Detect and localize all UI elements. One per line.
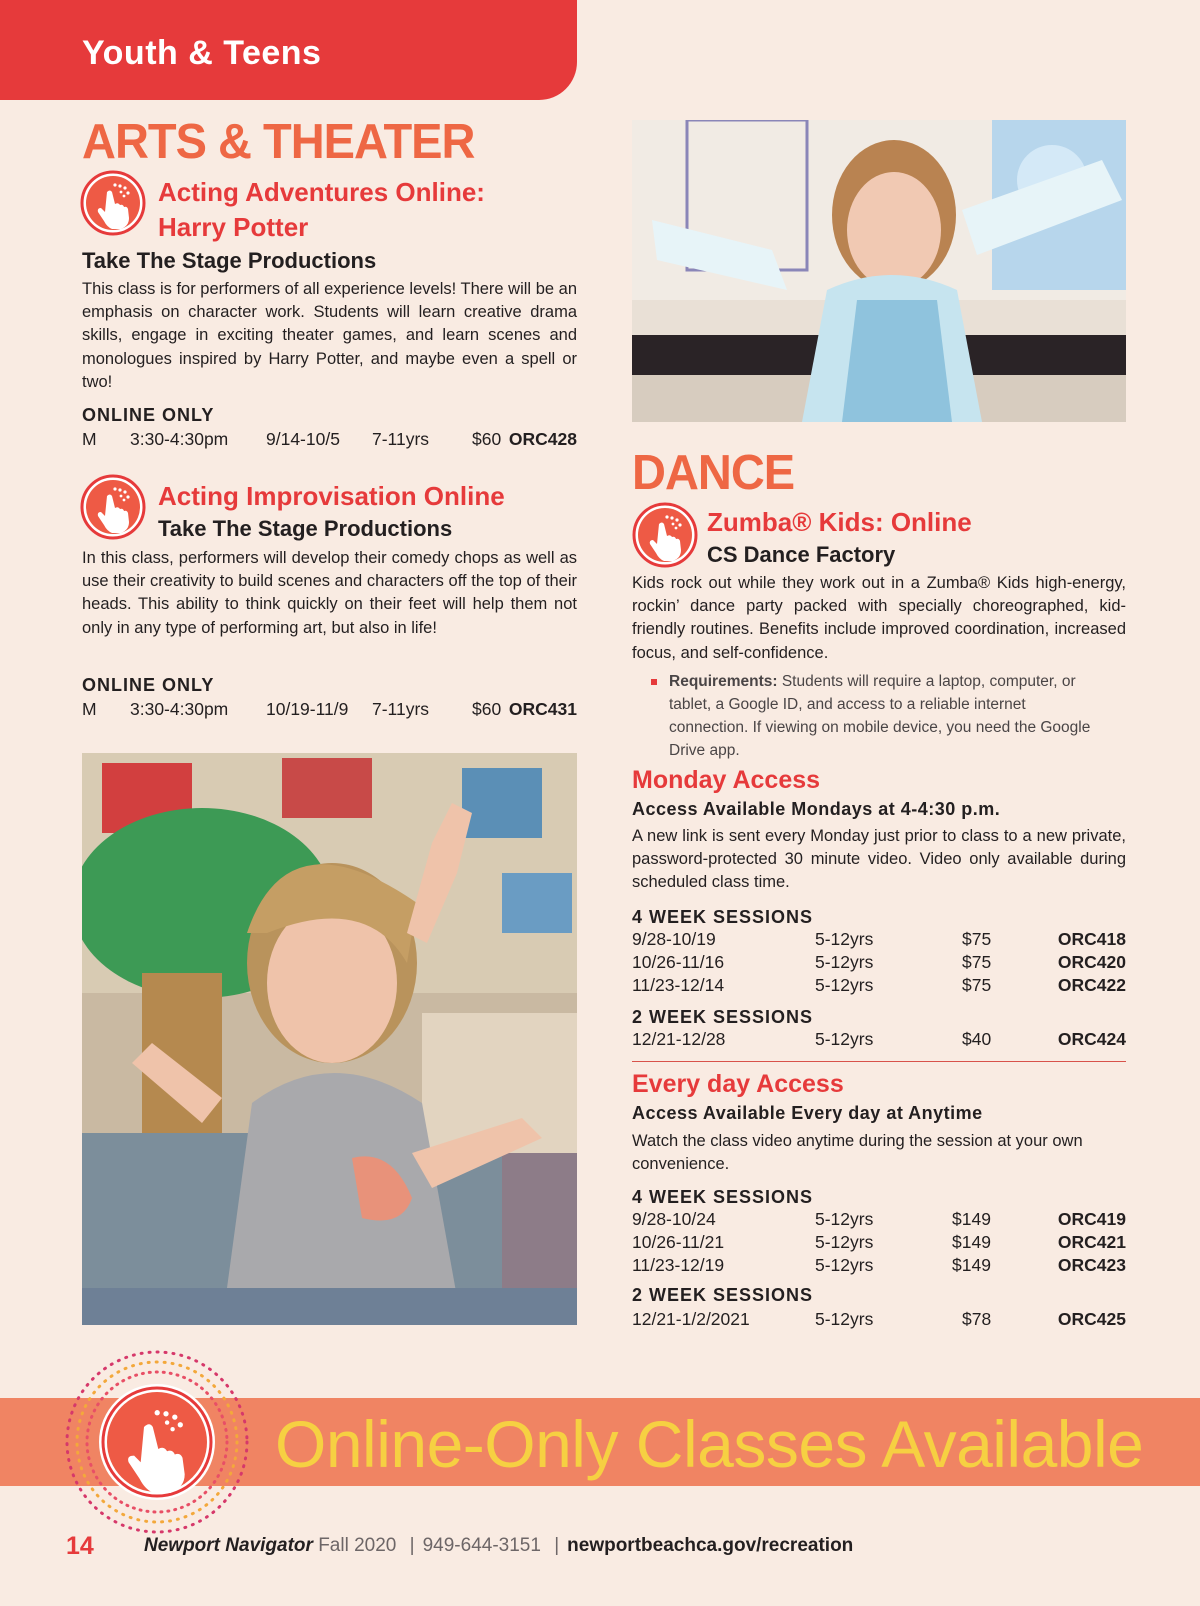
schedule-dates: 10/19-11/9 bbox=[266, 699, 349, 719]
session-price: $40 bbox=[962, 1029, 992, 1049]
online-class-icon bbox=[80, 474, 146, 540]
publication-season: Fall 2020 bbox=[312, 1535, 397, 1556]
two-week-label: 2 WEEK SESSIONS bbox=[632, 1285, 814, 1305]
session-ages: 5-12yrs bbox=[815, 1029, 874, 1049]
session-code: ORC425 bbox=[1057, 1309, 1126, 1329]
course-title: Acting Improvisation Online bbox=[158, 481, 505, 511]
monday-access-subtitle: Access Available Mondays at 4-4:30 p.m. bbox=[632, 799, 1001, 819]
session-ages: 5-12yrs bbox=[815, 929, 874, 949]
session-dates: 10/26-11/21 bbox=[632, 1232, 725, 1252]
course-description: This class is for performers of all experience levels! There will be an emphasis on character work. Students will learn creative drama skills, engage in exciting theater games, and learn scenes and monologues inspired by Harry Potter, and maybe even a spell or two! bbox=[82, 280, 577, 391]
everyday-access-subtitle: Access Available Every day at Anytime bbox=[632, 1103, 983, 1123]
session-row bbox=[632, 952, 1126, 976]
session-row bbox=[632, 1309, 1126, 1333]
online-class-icon bbox=[632, 502, 698, 568]
schedule-price: $60 bbox=[472, 699, 502, 719]
online-class-badge-icon bbox=[62, 1347, 252, 1537]
schedule-dates: 9/14-10/5 bbox=[266, 429, 340, 449]
monday-access-description: A new link is sent every Monday just prior to class to a new private, password-protected 30 minute video. Video only available during scheduled class time. bbox=[632, 827, 1126, 892]
session-ages: 5-12yrs bbox=[815, 952, 874, 972]
requirements-label: Requirements: bbox=[669, 673, 778, 690]
requirements-text: Students will require a laptop, computer, or tablet, a Google ID, and access to a reliable internet connection. If viewing on mobile device, you need the Google Drive app. bbox=[669, 673, 1091, 759]
session-price: $75 bbox=[962, 952, 992, 972]
session-dates: 12/21-1/2/2021 bbox=[632, 1309, 750, 1329]
course-description: In this class, performers will develop their comedy chops as well as use their creativity to build scenes and characters off the top of their heads. This ability to think quickly on their feet will help them not only in any type of performing art, but also in life! bbox=[82, 549, 577, 637]
session-row bbox=[632, 1209, 1126, 1233]
session-code: ORC418 bbox=[1057, 929, 1126, 949]
publication-name: Newport Navigator bbox=[144, 1535, 313, 1556]
session-row bbox=[632, 929, 1126, 953]
footer-text bbox=[144, 1535, 853, 1557]
session-price: $149 bbox=[952, 1232, 991, 1252]
session-ages: 5-12yrs bbox=[815, 1309, 874, 1329]
section-tab-label: Youth & Teens bbox=[82, 34, 322, 72]
dance-heading: DANCE bbox=[632, 443, 795, 500]
section-tab bbox=[0, 0, 577, 100]
session-price: $78 bbox=[962, 1309, 992, 1329]
session-row bbox=[632, 975, 1126, 999]
session-dates: 10/26-11/16 bbox=[632, 952, 725, 972]
course-code: ORC428 bbox=[508, 429, 577, 449]
schedule-price: $60 bbox=[472, 429, 502, 449]
session-dates: 12/21-12/28 bbox=[632, 1029, 726, 1049]
schedule-ages: 7-11yrs bbox=[372, 699, 430, 719]
course-description: Kids rock out while they work out in a Zumba® Kids high-energy, rockin’ dance party packed with specially choreographed, kid-friendly routines. Benefits include improved coordination, increased focus, and self-confidence. bbox=[632, 574, 1126, 662]
session-code: ORC422 bbox=[1057, 975, 1126, 995]
course-title bbox=[158, 175, 485, 245]
website-link[interactable]: newportbeachca.gov/recreation bbox=[567, 1535, 854, 1556]
online-only-label: ONLINE ONLY bbox=[82, 405, 215, 425]
course-title-line1: Acting Adventures Online: bbox=[158, 177, 485, 207]
course-provider: Take The Stage Productions bbox=[82, 248, 377, 273]
session-price: $75 bbox=[962, 975, 992, 995]
divider bbox=[632, 1061, 1126, 1062]
course-provider: CS Dance Factory bbox=[707, 542, 896, 567]
schedule-ages: 7-11yrs bbox=[372, 429, 430, 449]
footer-separator: | bbox=[409, 1535, 415, 1556]
session-dates: 9/28-10/19 bbox=[632, 929, 716, 949]
requirements-bullet bbox=[669, 670, 1109, 762]
course-provider: Take The Stage Productions bbox=[158, 516, 453, 541]
session-ages: 5-12yrs bbox=[815, 975, 874, 995]
phone-number: 949-644-3151 bbox=[422, 1535, 541, 1556]
course-title: Zumba® Kids: Online bbox=[707, 507, 972, 537]
session-price: $75 bbox=[962, 929, 992, 949]
session-ages: 5-12yrs bbox=[815, 1255, 874, 1275]
session-ages: 5-12yrs bbox=[815, 1209, 874, 1229]
two-week-label: 2 WEEK SESSIONS bbox=[632, 1007, 814, 1027]
session-code: ORC420 bbox=[1057, 952, 1126, 972]
session-code: ORC421 bbox=[1057, 1232, 1126, 1252]
bullet-square bbox=[651, 679, 657, 685]
schedule-time: 3:30-4:30pm bbox=[130, 429, 229, 449]
monday-access-title: Monday Access bbox=[632, 766, 821, 794]
course-title-line2: Harry Potter bbox=[158, 212, 309, 242]
everyday-access-title: Every day Access bbox=[632, 1070, 844, 1098]
photo-girl-dancing bbox=[632, 120, 1126, 422]
schedule-time: 3:30-4:30pm bbox=[130, 699, 229, 719]
schedule-day: M bbox=[82, 699, 97, 719]
session-row bbox=[632, 1232, 1126, 1256]
session-row bbox=[632, 1029, 1126, 1053]
four-week-label: 4 WEEK SESSIONS bbox=[632, 1187, 814, 1207]
session-code: ORC423 bbox=[1057, 1255, 1126, 1275]
session-code: ORC424 bbox=[1057, 1029, 1126, 1049]
session-price: $149 bbox=[952, 1255, 991, 1275]
photo-girl-acting bbox=[82, 753, 577, 1325]
session-dates: 11/23-12/19 bbox=[632, 1255, 725, 1275]
schedule-day: M bbox=[82, 429, 97, 449]
session-dates: 9/28-10/24 bbox=[632, 1209, 716, 1229]
four-week-label: 4 WEEK SESSIONS bbox=[632, 907, 814, 927]
session-price: $149 bbox=[952, 1209, 991, 1229]
schedule-row bbox=[82, 429, 577, 453]
online-class-icon bbox=[80, 170, 146, 236]
session-code: ORC419 bbox=[1057, 1209, 1126, 1229]
everyday-access-description: Watch the class video anytime during the session at your own convenience. bbox=[632, 1132, 1083, 1174]
page-number: 14 bbox=[66, 1532, 94, 1560]
schedule-row bbox=[82, 699, 577, 723]
banner-text: Online-Only Classes Available bbox=[275, 1407, 1144, 1481]
course-code: ORC431 bbox=[508, 699, 577, 719]
session-dates: 11/23-12/14 bbox=[632, 975, 725, 995]
session-row bbox=[632, 1255, 1126, 1279]
session-ages: 5-12yrs bbox=[815, 1232, 874, 1252]
footer-separator: | bbox=[554, 1535, 560, 1556]
page-footer bbox=[0, 1532, 1200, 1565]
arts-theater-heading: ARTS & THEATER bbox=[82, 112, 475, 169]
online-only-label: ONLINE ONLY bbox=[82, 675, 215, 695]
